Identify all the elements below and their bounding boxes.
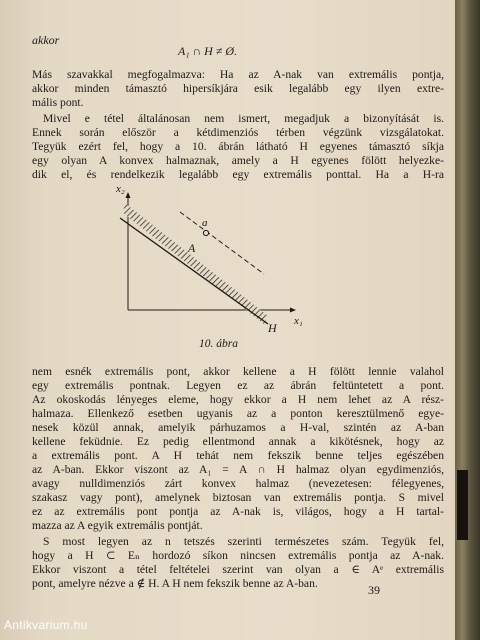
- hatched-half-plane: [122, 204, 268, 324]
- paragraph3-line: Az okoskodás lényeges eleme, hogy ekkor a H nem lehet az A rész-: [32, 393, 444, 406]
- paragraph4-line: S most legyen az n tetszés szerinti természetes szám. Tegyük fel,: [43, 535, 444, 548]
- point-label: a: [202, 217, 208, 229]
- paragraph3-line: szakasz vagy pont), amelynek biztosan van extremális pontja. S mivel: [32, 491, 444, 504]
- x-axis-label: x₁: [294, 315, 303, 327]
- paragraph1-line: Más szavakkal megfogalmazva: Ha az A-nak van extremális pontja,: [32, 68, 444, 81]
- intersection-formula: A₁ ∩ H ≠ Ø.: [178, 44, 238, 58]
- line-h: [120, 218, 268, 324]
- paragraph3-line: egy extremális pontnak. Legyen ez az ábrán feltüntetett a pont.: [32, 379, 444, 392]
- y-axis-label: x₂: [116, 183, 125, 195]
- edge-mark: [457, 470, 468, 540]
- paragraph3-line: ez az extremális pont pontja az A-nak is, világos, hogy a H tartal-: [32, 505, 444, 518]
- line-label: H: [268, 321, 277, 334]
- paragraph3-line: avagy nulldimenziós zárt konvex halmaz (nevezetesen: félegyenes,: [32, 477, 444, 490]
- paragraph2-line: dik el, és rendelkezik legalább egy extremális ponttal. Ha a H-ra: [32, 168, 444, 181]
- word-akkor: akkor: [32, 33, 60, 47]
- paragraph3-line: a extremális pont. A H tehát nem fekszik benne teljes egészében: [32, 449, 444, 462]
- paragraph1-line: mális pont.: [32, 96, 84, 109]
- paragraph4-line: pont, amelyre nézve a ∉ H. A H nem fekszik benne az A-ban.: [32, 577, 318, 590]
- set-label: A: [188, 241, 196, 255]
- paragraph4-line: hogy a H ⊂ Eₙ hordozó síkon nincsen extremális pontja az A-nak.: [32, 549, 444, 562]
- watermark: Antikvarium.hu: [4, 618, 88, 632]
- paragraph2-line: Mivel e tétel általánosan nem ismert, megadjuk a bizonyítását is.: [43, 112, 444, 125]
- paragraph3-line: az A-ban. Ekkor viszont az A₁ = A ∩ H halmaz olyan egydimenziós,: [32, 463, 444, 476]
- paragraph3-line: mazza az A egyik extremális pontját.: [32, 519, 203, 532]
- page-number: 39: [368, 583, 380, 597]
- x-axis-arrow: [290, 308, 296, 313]
- paragraph3-line: halmaza. Ellenkező esetben ugyanis az a ponton keresztülmenő egye-: [32, 407, 444, 420]
- figure-10-diagram: [110, 182, 310, 334]
- paragraph2-line: Tegyük ezért fel, hogy a 10. ábrán látható H egyenes támasztó síkja: [32, 140, 444, 153]
- point-a: [203, 230, 208, 235]
- paragraph4-line: Ekkor viszont a tétel feltételei szerint van olyan a ∈ Aᵉ extremális: [32, 563, 444, 576]
- paragraph2-line: egy olyan A konvex halmaznak, amely a H egyenes fölött helyezke-: [32, 154, 444, 167]
- paragraph3-line: kellene feküdnie. Ez pedig ellentmond annak a kikötésnek, hogy az: [32, 435, 444, 448]
- book-edge: [455, 0, 480, 640]
- paragraph2-line: Ennek során először a kétdimenziós térben végzünk vizsgálatokat.: [32, 126, 444, 139]
- paragraph3-line: nesek közül annak, amelyik párhuzamos a H-val, szintén az A-ban: [32, 421, 444, 434]
- paragraph3-line: nem esnék extremális pont, akkor kellene a H fölött lennie valahol: [32, 365, 444, 378]
- figure-caption: 10. ábra: [199, 338, 238, 350]
- paragraph1-line: akkor minden támasztó hipersíkjára esik legalább egy ilyen extre-: [32, 82, 444, 95]
- y-axis-arrow: [126, 192, 131, 198]
